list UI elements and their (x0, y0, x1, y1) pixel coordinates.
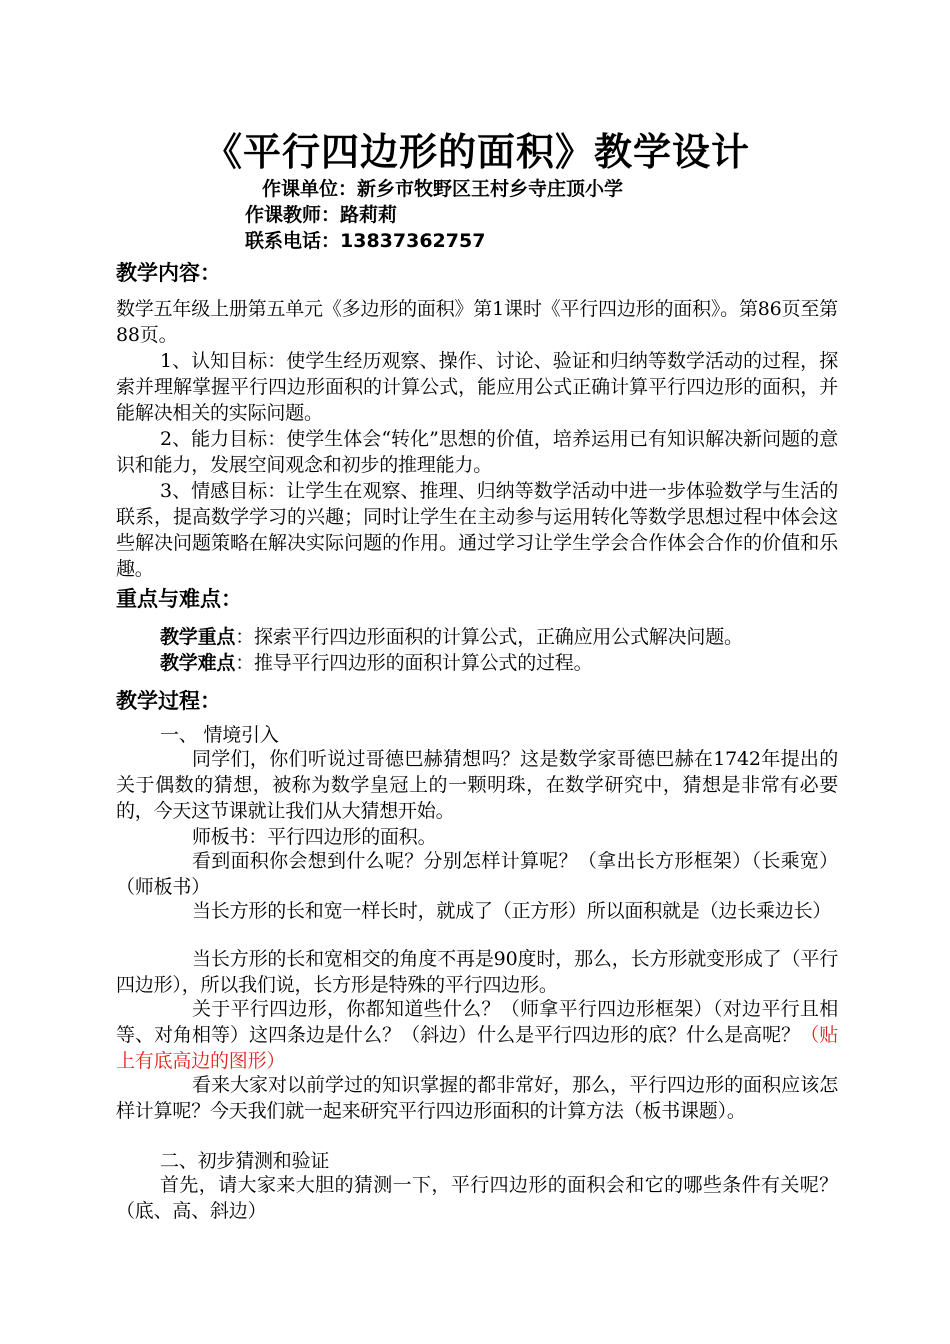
key-point-text: ：探索平行四边形面积的计算公式，正确应用公式解决问题。 (235, 626, 743, 648)
process-text: 关于平行四边形，你都知道些什么？（师拿平行四边形框架）（对边平行且相等、对角相等）这四条边是什么？（斜边）什么是平行四边形的底？什么是高呢？ (116, 998, 838, 1046)
key-point (116, 624, 838, 650)
key-point-label: 教学重点 (160, 626, 236, 648)
process-paragraph: 当长方形的长和宽相交的角度不再是90度时，那么，长方形就变形成了（平行四边形），所以我们说，长方形是特殊的平行四边形。 (116, 948, 838, 996)
difficult-point-text: ：推导平行四边形的面积计算公式的过程。 (235, 652, 593, 674)
red-note: （贴上有底高边的图形） (116, 1024, 838, 1072)
step-heading-guess: 二、初步猜测和验证 (160, 1150, 330, 1172)
goal-emotion: 3、情感目标：让学生在观察、推理、归纳等数学活动中进一步体验数学与生活的联系，提高数学学习的兴趣；同时让学生在主动参与运用转化等数学思想过程中体会这些解决问题策略在解决实际问题的作用。通过学习让学生学会合作体会合作的价值和乐趣。 (116, 480, 838, 580)
difficult-point-label: 教学难点 (160, 652, 236, 674)
process-paragraph: 同学们，你们听说过哥德巴赫猜想吗？这是数学家哥德巴赫在1742年提出的关于偶数的猜想，被称为数学皇冠上的一颗明珠，在数学研究中，猜想是非常有必要的，今天这节课就让我们从大猜想开始。 (116, 748, 838, 822)
step-heading-intro: 一、 情境引入 (160, 724, 279, 746)
process-paragraph: 首先，请大家来大胆的猜测一下，平行四边形的面积会和它的哪些条件有关呢？（底、高、斜边） (116, 1174, 838, 1222)
process-paragraph: 看到面积你会想到什么呢？分别怎样计算呢？（拿出长方形框架）（长乘宽）（师板书） (116, 850, 838, 898)
author-teacher: 作课教师：路莉莉 (245, 204, 398, 226)
document-title: 《平行四边形的面积》教学设计 (203, 130, 750, 174)
author-phone: 联系电话：13837362757 (245, 230, 486, 252)
section-heading-process: 教学过程： (116, 689, 221, 713)
goal-cognitive: 1、认知目标：使学生经历观察、操作、讨论、验证和归纳等数学活动的过程，探索并理解掌握平行四边形面积的计算公式，能应用公式正确计算平行四边形的面积，并能解决相关的实际问题。 (116, 350, 838, 424)
goal-ability: 2、能力目标：使学生体会“转化”思想的价值，培养运用已有知识解决新问题的意识和能力，发展空间观念和初步的推理能力。 (116, 428, 838, 476)
section-heading-key: 重点与难点： (116, 587, 242, 611)
difficult-point (116, 650, 838, 676)
author-unit: 作课单位：新乡市牧野区王村乡寺庄顶小学 (262, 178, 624, 200)
process-paragraph: 看来大家对以前学过的知识掌握的都非常好，那么，平行四边形的面积应该怎样计算呢？今天我们就一起来研究平行四边形面积的计算方法（板书课题）。 (116, 1074, 838, 1122)
process-paragraph: 当长方形的长和宽一样长时，就成了（正方形）所以面积就是（边长乘边长） (192, 900, 832, 922)
section-heading-content: 教学内容： (116, 261, 221, 285)
process-paragraph: 师板书：平行四边形的面积。 (192, 826, 437, 848)
content-paragraph: 数学五年级上册第五单元《多边形的面积》第1课时《平行四边形的面积》。第86页至第88页。 (116, 298, 838, 346)
process-paragraph (116, 996, 838, 1074)
